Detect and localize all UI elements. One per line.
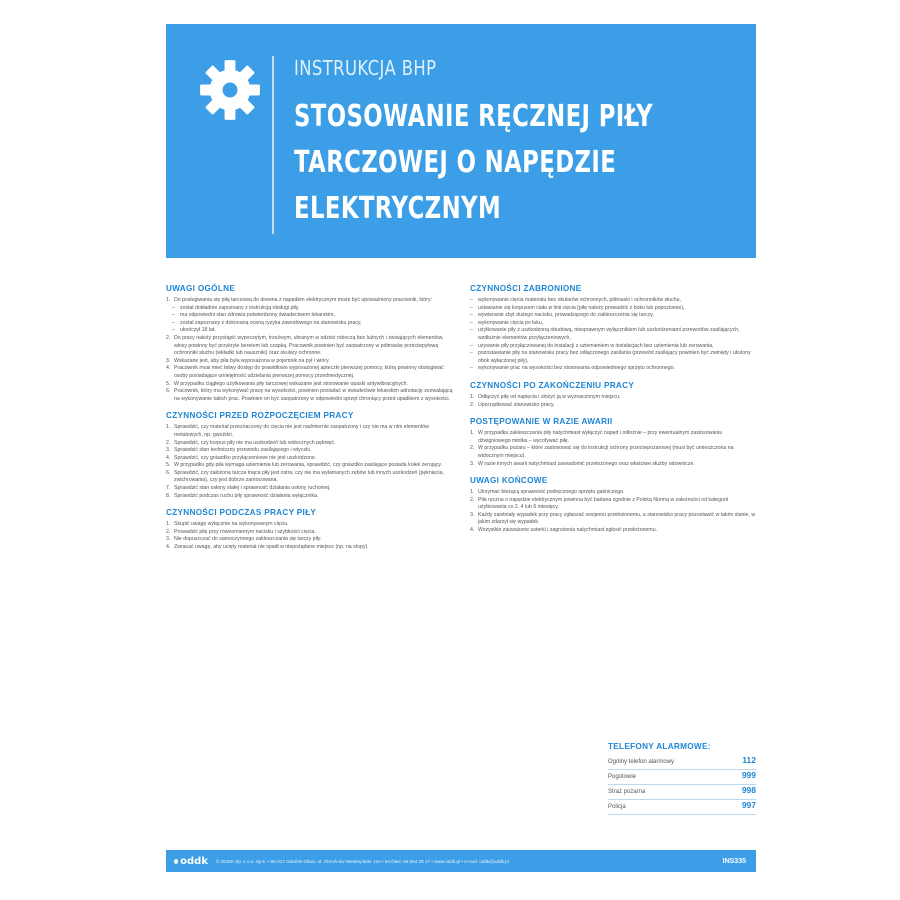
list-item	[166, 358, 456, 366]
item-text: Sprawdzić, czy korpus piły nie ma uszkodzeń lub widocznych pęknięć.	[174, 439, 336, 446]
item-text: W przypadku pożaru – które zastosować się do instrukcji ochrony przeciwpożarowej (musi być umieszczona na widocznym miejscu).	[478, 445, 734, 459]
item-text: Sprawdzić stan techniczny przewodu zasilającego i wtyczki.	[174, 447, 312, 454]
item-text: używanie piły przyłączowanej do instalacji z uziemieniem w instalacjach bez uziemienia lub zerowania,	[478, 342, 714, 349]
item-marker: 2.	[166, 528, 171, 535]
document-type: INSTRUKCJA BHP	[294, 56, 437, 80]
item-marker: 4.	[470, 527, 475, 534]
item-text: Do posługiwania się piłą tarczową do drewna z napędem elektrycznym może być upoważniony pracownik, który:	[174, 297, 433, 303]
list-item	[166, 440, 456, 448]
list-item	[166, 470, 456, 485]
item-text: W przypadku zakleszczenia piły natychmiast wyłączyć napęd i odłożnie – przy ewentualnym zastosowaniu dźwigniowego młotka – wycofywać piłę.	[478, 430, 723, 444]
list-item	[166, 365, 456, 380]
right-column	[470, 284, 756, 543]
item-marker: 3.	[166, 357, 171, 364]
section-title: CZYNNOŚCI PRZED ROZPOCZĘCIEM PRACY	[166, 411, 354, 421]
title-line: ELEKTRYCZNYM	[294, 191, 502, 226]
oddk-logo	[174, 854, 208, 868]
logo-text: oddk	[180, 855, 208, 867]
section-before-work	[166, 411, 456, 500]
item-marker: 4.	[166, 454, 171, 461]
list-item	[166, 455, 456, 463]
list-item	[470, 489, 756, 497]
sub-list-item	[166, 312, 456, 320]
item-marker: –	[470, 327, 473, 334]
item-text: W przypadku ciągłego użytkowania piły tarczowej wskazane jest stosowanie opaski antywibracyjnych.	[174, 380, 408, 387]
list-item	[470, 350, 756, 365]
item-text: wykonywanie prac na wysokości bez stosowania odpowiedniego sprzętu ochronnego.	[478, 365, 675, 372]
list-item	[470, 327, 756, 342]
item-text: użytkowanie piły z uszkodzoną obudową, niesprawnym wyłącznikiem lub uszkodzeniami przewodów zasilających, wzdłużnie elementów przyłączeniowych,	[478, 327, 740, 341]
document-title	[294, 94, 720, 232]
phone-row	[608, 755, 756, 770]
header-divider	[272, 56, 274, 234]
item-text: W razie innych awarii natychmiast zawiadomić przełożonego oraz właściwe służby ratownicze.	[478, 460, 695, 467]
list-item	[470, 512, 756, 527]
item-marker: 1.	[470, 393, 475, 400]
list-item	[166, 297, 456, 305]
section-title: UWAGI KOŃCOWE	[470, 476, 548, 486]
item-text: Uporządkować stanowisko pracy.	[478, 401, 555, 408]
item-text: Zwracać uwagę, aby ucięty materiał nie spadł w niepożądane miejsce (np. na stopy).	[174, 544, 369, 551]
item-marker: 2.	[470, 445, 475, 452]
item-marker: 3.	[470, 460, 475, 467]
list-item	[470, 312, 756, 320]
item-text: W przypadku gdy piła wymaga uziemienia lub zerowania, sprawdzić, czy gniazdko zasilające posiada kołek zerujący.	[174, 462, 443, 469]
list-item	[470, 461, 756, 469]
item-text: Sprawdzić podczas ruchu piły sprawność działania wyłącznika.	[174, 492, 319, 499]
item-text: ma odpowiedni stan zdrowia potwierdzony świadectwem lekarskim,	[180, 312, 335, 319]
poster-header	[166, 24, 756, 258]
item-marker: 5.	[166, 462, 171, 469]
section-title: CZYNNOŚCI PODCZAS PRACY PIŁY	[166, 508, 317, 518]
item-text: Sprawdzić stan osłony stałej i sprawność działania osłony ruchomej.	[174, 485, 331, 492]
item-text: wywieranie zbyt dużego nacisku, prowadzącego do zakleszczenia się tarczy,	[478, 312, 655, 319]
list-item	[166, 536, 456, 544]
list-item	[470, 305, 756, 313]
section-emergency	[470, 417, 756, 468]
item-marker: 3.	[166, 536, 171, 543]
item-text: Sprawdzić, czy materiał przeznaczony do cięcia nie jest nadmiernie zaopatrzony i czy nie ma w nim elementów metalowych, np. gwoździ.	[174, 424, 429, 438]
list-item	[166, 447, 456, 455]
item-marker: –	[172, 319, 175, 326]
emergency-phones	[608, 742, 756, 815]
title-line: STOSOWANIE RĘCZNEJ PIŁY	[294, 99, 654, 134]
item-marker: 7.	[166, 485, 171, 492]
list-item	[470, 394, 756, 402]
item-marker: 6.	[166, 388, 171, 395]
list-item	[470, 402, 756, 410]
list-item	[470, 497, 756, 512]
item-marker: 1.	[166, 521, 171, 528]
list-item	[166, 424, 456, 439]
phone-label: Policja	[608, 804, 626, 810]
item-text: Do pracy należy przystąpić wypoczętym, trzeźwym, ubranym w odzież roboczą bez luźnych i zwisających elementów, włosy powinny być przykryte beretem lub czapką. Pracownik powinien być zaopatrzony w półmaskę przeciwpyłową ochronniki słuchu (wkładki lub nauszniki) oraz okulary ochronne.	[174, 334, 444, 357]
item-text: ukończył 18 lat.	[180, 327, 216, 334]
list-item	[166, 544, 456, 552]
sub-list-item	[166, 327, 456, 335]
phone-number: 997	[741, 800, 756, 810]
item-marker: 2.	[166, 439, 171, 446]
section-after-work	[470, 381, 756, 409]
item-text: Piła ręczna o napędzie elektrycznym powinna być badana zgodnie z Polską Normą w zależności od kategorii użytkowania co 2, 4 lub 6 miesięcy.	[478, 496, 728, 511]
item-text: pozostawianie piły na stanowisku pracy bez odłączonego zasilania (przewód zasilający powinien być zwinięty i ułożony obok wyłączonej piły),	[478, 350, 751, 364]
item-text: Utrzymać bieżącą sprawność podręcznego sprzętu gaśniczego.	[478, 489, 625, 496]
document-code: INS335	[722, 857, 746, 865]
list-item	[166, 521, 456, 529]
section-final-notes	[470, 476, 756, 535]
item-marker: 3.	[470, 511, 475, 518]
item-marker: 4.	[166, 544, 171, 551]
item-text: Sprawdzić, czy założona tarcza tnąca piły jest ostra, czy nie ma wyłamanych zębów lub innych uszkodzeń (pęknięcia, zwichrowania), czy jest dobrze zamocowana.	[174, 469, 444, 484]
item-marker: –	[172, 327, 175, 334]
item-marker: –	[172, 304, 175, 311]
list-item	[166, 381, 456, 389]
item-marker: 1.	[470, 430, 475, 437]
item-text: Odłączyć piłę od napięcia i złożyć ją w wyznaczonym miejscu.	[478, 393, 621, 400]
phone-number: 999	[741, 770, 756, 780]
list-item	[470, 297, 756, 305]
item-marker: –	[470, 365, 473, 372]
item-text: Sprawdzić, czy gniazdko przyłączeniowe nie jest uszkodzone.	[174, 454, 317, 461]
section-title: UWAGI OGÓLNE	[166, 284, 236, 293]
phone-row	[608, 770, 756, 785]
item-text: został zapoznany z dokonaną oceną ryzyka zawodowego na stanowisku pracy,	[180, 319, 362, 326]
item-marker: 4.	[166, 365, 171, 372]
item-marker: 2.	[470, 401, 475, 408]
item-marker: 2.	[470, 496, 475, 503]
item-marker: –	[470, 312, 473, 319]
item-text: Wszystkie zauważone usterki i zagrożenia natychmiast zgłosić przełożonemu.	[478, 527, 658, 534]
phone-number: 112	[742, 755, 756, 765]
phone-row	[608, 785, 756, 800]
list-item	[166, 485, 456, 493]
section-title: CZYNNOŚCI ZABRONIONE	[470, 284, 582, 293]
item-marker: 1.	[166, 297, 171, 303]
item-marker: 1.	[166, 424, 171, 431]
phone-label: Pogotowie	[608, 774, 637, 780]
phone-label: Ogólny telefon alarmowy	[608, 759, 675, 765]
item-marker: 1.	[470, 489, 475, 496]
sub-list-item	[166, 305, 456, 313]
list-item	[166, 462, 456, 470]
section-general-notes	[166, 284, 456, 403]
item-text: został dokładnie zapoznany z instrukcją obsługi piły,	[180, 304, 300, 311]
list-item	[166, 335, 456, 358]
sub-list-item	[166, 320, 456, 328]
left-column	[166, 284, 456, 560]
item-marker: –	[470, 297, 473, 303]
item-marker: –	[172, 312, 175, 319]
phones-title: TELEFONY ALARMOWE:	[608, 742, 711, 751]
section-forbidden	[470, 284, 756, 373]
item-marker: 6.	[166, 469, 171, 476]
item-marker: 2.	[166, 334, 171, 341]
item-text: Pracownik, który ma wykonywać pracę na wysokości, powinien posiadać w świadectwie lekarskim adnotację zezwalającą na wykonywanie takich prac. Powinien on być zaopatrzony w odpowiedni sprzęt chroniący przed upadkiem z wysokości.	[174, 388, 453, 402]
item-text: Wskazane jest, aby piła była wyposażona w pojemnik na pył i wióry.	[174, 357, 330, 364]
item-marker: 3.	[166, 447, 171, 454]
item-text: Prowadzić piłę przy równomiernym nacisku i szybkości cięcia.	[174, 528, 316, 535]
phone-number: 998	[741, 785, 756, 795]
logo-dot	[174, 859, 178, 864]
footer-contact: © ODDK Sp. z o.o. Sp.k. • 80-317 Gdańsk-Oliwa, ul. Obrońców Westerplatte 12A • tel./faks: 58 554 29 17 • www.oddk.pl • e-mail: oddk@oddk.pl	[216, 858, 509, 864]
list-item	[470, 445, 756, 460]
item-text: wykonywanie cięcia materiału bez okularów ochronnych, półmaski i ochronników słuchu,	[478, 297, 681, 303]
item-text: wykonywanie cięcia po łuku,	[478, 319, 544, 326]
item-text: Pracownik musi mieć łatwy dostęp do prawidłowo wyposażonej apteczki pierwszej pomocy, którą powinny obsługiwać osoby posiadające umiejętność udzielania pierwszej pomocy przedmedycznej.	[174, 365, 444, 379]
list-item	[166, 529, 456, 537]
list-item	[470, 343, 756, 351]
phone-row	[608, 800, 756, 815]
section-title: POSTĘPOWANIE W RAZIE AWARII	[470, 417, 613, 427]
list-item	[470, 430, 756, 445]
item-text: Skupić uwagę wyłącznie na wykonywanym cięciu.	[174, 521, 289, 528]
item-marker: –	[470, 319, 473, 326]
item-marker: 8.	[166, 492, 171, 499]
item-marker: –	[470, 350, 473, 357]
item-marker: –	[470, 304, 473, 311]
list-item	[470, 527, 756, 535]
list-item	[470, 320, 756, 328]
poster-footer	[166, 850, 756, 872]
list-item	[166, 493, 456, 501]
item-text: Nie dopuszczać do samoczynnego zakleszczania się tarczy piły.	[174, 536, 322, 543]
list-item	[166, 388, 456, 403]
list-item	[470, 365, 756, 373]
gear-icon	[196, 56, 264, 124]
item-text: Każdy zaistniały wypadek przy pracy zgłaszać swojemu przełożonemu, a stanowisko pracy pozostawić w takim stanie, w jakim zdarzył się wypadek.	[478, 511, 756, 526]
title-line: TARCZOWEJ O NAPĘDZIE	[294, 145, 617, 180]
instruction-poster	[166, 24, 756, 872]
phone-label: Straż pożarna	[608, 789, 646, 795]
item-marker: –	[470, 342, 473, 349]
section-title: CZYNNOŚCI PO ZAKOŃCZENIU PRACY	[470, 380, 635, 390]
item-marker: 5.	[166, 380, 171, 387]
item-text: ustawianie się korpusem ciała w linii cięcia (piłę należy prowadzić z boku lub popoziomie),	[478, 304, 685, 311]
section-during-work	[166, 508, 456, 551]
